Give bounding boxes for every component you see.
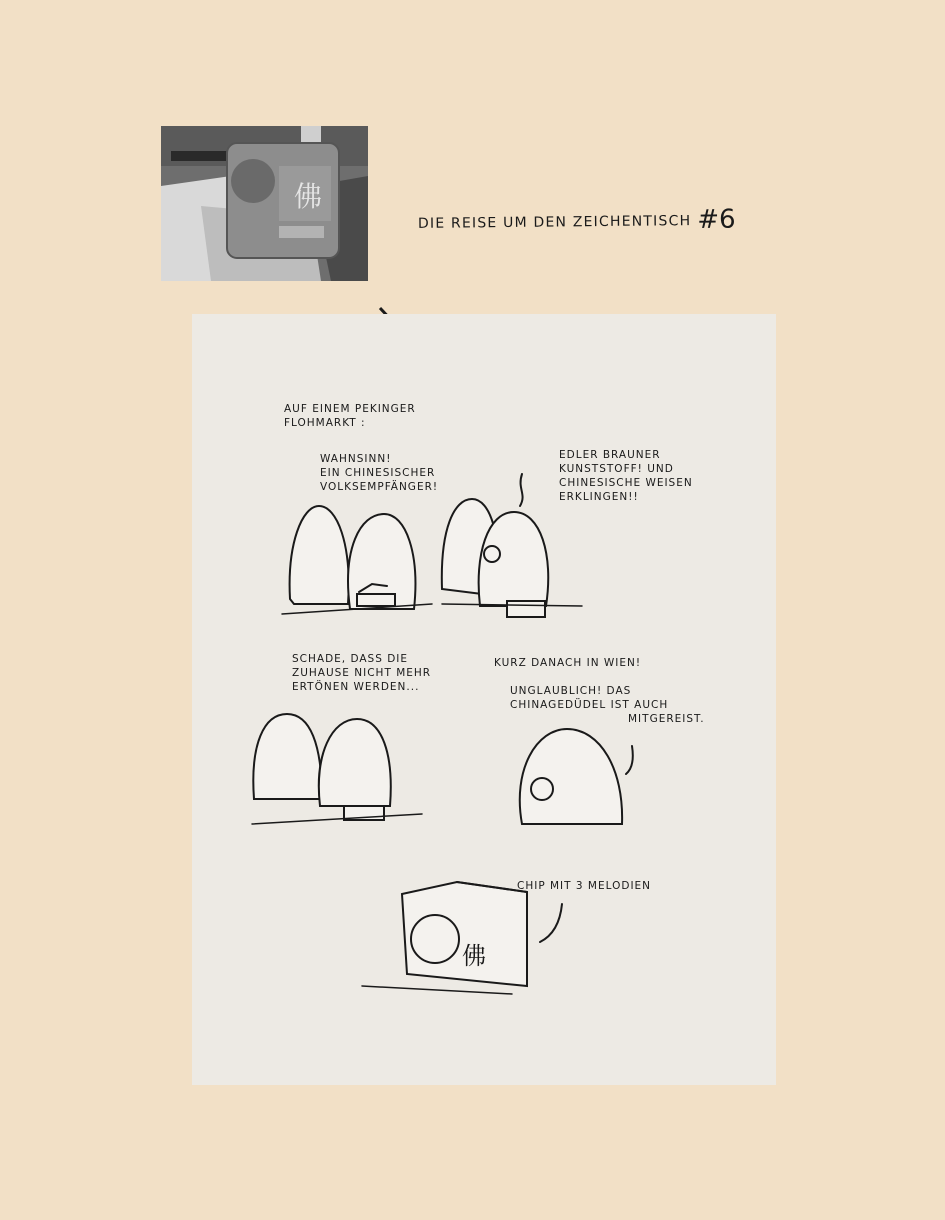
panel1-caption [284, 402, 416, 430]
speech-line: CHINAGEDÜDEL IST AUCH [510, 699, 669, 711]
speech-line: EDLER BRAUNER [559, 449, 661, 461]
speech-line: WAHNSINN! [320, 453, 392, 465]
speech-line: ZUHAUSE NICHT MEHR [292, 667, 432, 679]
panel1-speech-right [559, 448, 693, 504]
speech-line: ERKLINGEN!! [559, 491, 639, 503]
radio-glyph: 佛 [462, 942, 486, 970]
caption-line: FLOHMARKT : [284, 417, 366, 429]
figure-sad-b [319, 719, 391, 806]
reference-photo [161, 126, 368, 281]
speech-line: CHINESISCHE WEISEN [559, 477, 693, 489]
panel3-speech [510, 684, 705, 726]
page-title [418, 204, 788, 242]
speech-line: UNGLAUBLICH! DAS [510, 685, 632, 697]
panel4-label: CHIP MIT 3 MELODIEN [517, 880, 652, 892]
speech-line: VOLKSEMPFÄNGER! [320, 481, 439, 493]
figure-left [290, 506, 349, 604]
figure-photographer [520, 729, 622, 824]
title-number: #6 [697, 204, 736, 236]
caption-line: AUF EINEM PEKINGER [284, 403, 416, 415]
svg-text:佛: 佛 [294, 180, 323, 213]
figure-sad-a [253, 714, 322, 799]
speech-line: SCHADE, DASS DIE [292, 653, 409, 665]
speech-line: ERTÖNEN WERDEN... [292, 681, 420, 693]
speech-line: KUNSTSTOFF! UND [559, 463, 674, 475]
comic-sheet [192, 314, 776, 1085]
speech-line: MITGEREIST. [628, 713, 705, 725]
radio-drawing [402, 882, 527, 986]
panel1-speech-left [320, 452, 438, 494]
title-text: DIE REISE UM DEN ZEICHENTISCH [417, 213, 692, 232]
speech-line: EIN CHINESISCHER [320, 467, 436, 479]
panel3-caption: KURZ DANACH IN WIEN! [494, 657, 642, 669]
panel2-speech [292, 652, 431, 694]
